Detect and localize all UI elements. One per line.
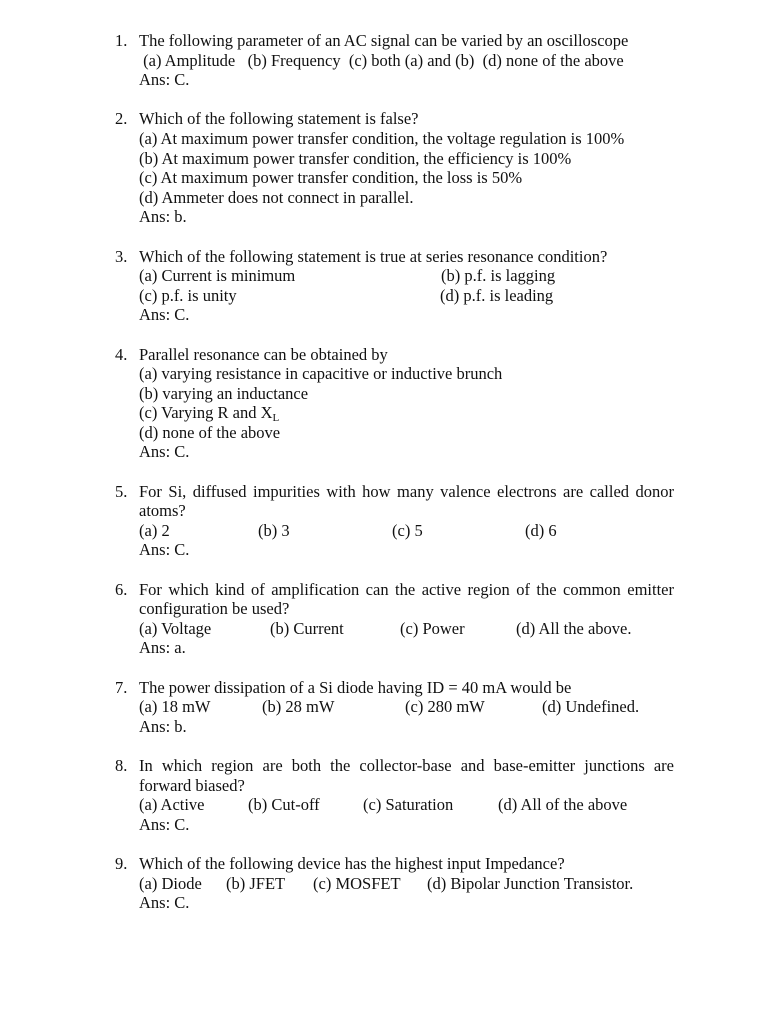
- option-c: (c) Power: [400, 618, 465, 638]
- option-b: (b) 3: [258, 520, 290, 540]
- option-c: (c) 5: [392, 520, 423, 540]
- answer: Ans: C.: [139, 893, 190, 913]
- option-d: (d) Bipolar Junction Transistor.: [427, 873, 634, 893]
- option-a: (a) At maximum power transfer condition, the voltage regulation is 100%: [139, 128, 625, 148]
- question-8: [0, 756, 768, 834]
- question-number: 3.: [115, 246, 128, 266]
- answer: Ans: C.: [139, 442, 190, 462]
- question-2: [0, 109, 768, 227]
- question-stem: Parallel resonance can be obtained by: [139, 344, 388, 364]
- question-stem: In which region are both the collector-base and base-emitter junctions are forward biased?: [139, 755, 674, 795]
- option-d: (d) All of the above: [498, 795, 628, 815]
- answer: Ans: C.: [139, 540, 190, 560]
- option-a: (a) Voltage: [139, 618, 212, 638]
- option-c: (c) 280 mW: [405, 697, 485, 717]
- question-6: [0, 580, 768, 658]
- question-stem: Which of the following statement is true at series resonance condition?: [139, 246, 608, 266]
- question-number: 1.: [115, 31, 128, 50]
- question-number: 2.: [115, 109, 128, 129]
- question-number: 8.: [115, 755, 128, 775]
- answer: Ans: b.: [139, 716, 187, 736]
- question-stem: Which of the following statement is false?: [139, 109, 419, 129]
- question-5: [0, 482, 768, 560]
- option-a: (a) 18 mW: [139, 697, 211, 717]
- option-d: (d) p.f. is leading: [440, 285, 554, 305]
- option-c: [139, 403, 674, 423]
- question-number: 6.: [115, 579, 128, 599]
- question-stem: For Si, diffused impurities with how many valence electrons are called donor atoms?: [139, 481, 674, 521]
- option-c: (c) At maximum power transfer condition, the loss is 50%: [139, 168, 523, 188]
- option-b: (b) JFET: [226, 873, 286, 893]
- question-number: 9.: [115, 853, 128, 873]
- option-b: (b) 28 mW: [262, 697, 335, 717]
- option-c: (c) MOSFET: [313, 873, 401, 893]
- question-stem: The power dissipation of a Si diode having ID = 40 mA would be: [139, 677, 572, 697]
- option-a: (a) Diode: [139, 873, 202, 893]
- options-row: [139, 874, 674, 894]
- options-line: (a) Amplitude (b) Frequency (c) both (a) and (b) (d) none of the above: [139, 50, 624, 70]
- question-3: [0, 247, 768, 325]
- options-row: [139, 619, 674, 639]
- option-a: (a) varying resistance in capacitive or inductive brunch: [139, 364, 503, 384]
- options-row: [139, 266, 674, 286]
- question-9: [0, 854, 768, 913]
- options-row: [139, 795, 674, 815]
- option-d: (d) none of the above: [139, 422, 281, 442]
- option-b: (b) Cut-off: [248, 795, 320, 815]
- options-row: [139, 697, 674, 717]
- option-b: (b) p.f. is lagging: [441, 266, 556, 286]
- question-stem: For which kind of amplification can the active region of the common emitter configuration be used?: [139, 579, 674, 619]
- option-c-text: (c) Varying R and X: [139, 403, 273, 423]
- question-stem: Which of the following device has the highest input Impedance?: [139, 853, 565, 873]
- option-a: (a) Current is minimum: [139, 266, 296, 286]
- question-number: 4.: [115, 344, 128, 364]
- option-c: (c) p.f. is unity: [139, 285, 237, 305]
- question-sheet: [0, 31, 768, 932]
- subscript-l: L: [272, 412, 280, 425]
- options-row: [139, 286, 674, 306]
- option-b: (b) At maximum power transfer condition, the efficiency is 100%: [139, 148, 572, 168]
- answer: Ans: b.: [139, 207, 187, 227]
- question-number: 5.: [115, 481, 128, 501]
- question-number: 7.: [115, 677, 128, 697]
- question-stem: The following parameter of an AC signal can be varied by an oscilloscope: [139, 31, 629, 50]
- option-d: (d) All the above.: [516, 618, 632, 638]
- answer: Ans: C.: [139, 70, 190, 90]
- question-1: [0, 31, 768, 90]
- option-c: (c) Saturation: [363, 795, 454, 815]
- option-d: (d) 6: [525, 520, 557, 540]
- option-b: (b) Current: [270, 618, 344, 638]
- question-4: [0, 345, 768, 463]
- question-7: [0, 678, 768, 737]
- answer: Ans: a.: [139, 638, 186, 658]
- option-a: (a) Active: [139, 795, 205, 815]
- option-a: (a) 2: [139, 520, 170, 540]
- option-d: (d) Undefined.: [542, 697, 640, 717]
- options-row: [139, 521, 674, 541]
- answer: Ans: C.: [139, 814, 190, 834]
- answer: Ans: C.: [139, 305, 190, 325]
- option-d: (d) Ammeter does not connect in parallel.: [139, 187, 414, 207]
- option-b: (b) varying an inductance: [139, 383, 309, 403]
